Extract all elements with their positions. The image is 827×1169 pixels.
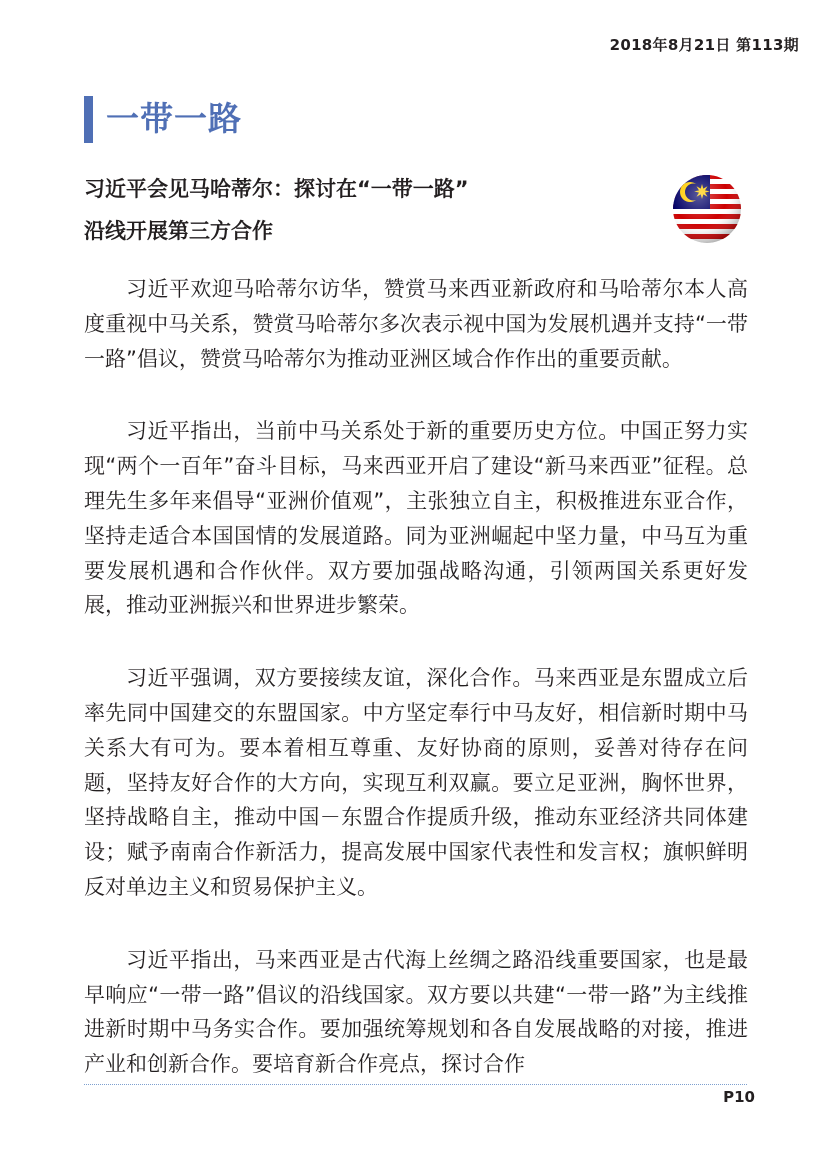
headline-line-1: 习近平会见马哈蒂尔：探讨在“一带一路” xyxy=(84,177,469,201)
malaysia-flag-ball-icon xyxy=(672,174,742,244)
page-number: P10 xyxy=(723,1088,755,1106)
paragraph-3: 习近平强调，双方要接续友谊，深化合作。马来西亚是东盟成立后率先同中国建交的东盟国家。中方坚定奉行中马友好，相信新时期中马关系大有可为。要本着相互尊重、友好协商的原则，妥善对待存在问题，坚持友好合作的大方向，实现互利双赢。要立足亚洲，胸怀世界，坚持战略自主，推动中国－东盟合作提质升级，推动东亚经济共同体建设；赋予南南合作新活力，提高发展中国家代表性和发言权；旗帜鲜明反对单边主义和贸易保护主义。 xyxy=(84,666,748,899)
paragraph-4: 习近平指出，马来西亚是古代海上丝绸之路沿线重要国家，也是最早响应“一带一路”倡议的沿线国家。双方要以共建“一带一路”为主线推进新时期中马务实合作。要加强统筹规划和各自发展战略的对接，推进产业和创新合作。要培育新合作亮点，探讨合作 xyxy=(84,947,748,1077)
footer-divider xyxy=(84,1084,747,1085)
paragraph-2: 习近平指出，当前中马关系处于新的重要历史方位。中国正努力实现“两个一百年”奋斗目标，马来西亚开启了建设“新马来西亚”征程。总理先生多年来倡导“亚洲价值观”，主张独立自主，积极推进东亚合作，坚持走适合本国国情的发展道路。同为亚洲崛起中坚力量，中马互为重要发展机遇和合作伙伴。双方要加强战略沟通，引领两国关系更好发展，推动亚洲振兴和世界进步繁荣。 xyxy=(84,419,748,618)
article-body xyxy=(84,272,748,1120)
headline-line-2: 沿线开展第三方合作 xyxy=(84,219,273,243)
article-headline xyxy=(84,168,644,252)
section-title: 一带一路 xyxy=(106,99,242,138)
section-accent-bar xyxy=(84,96,93,143)
paragraph-1: 习近平欢迎马哈蒂尔访华，赞赏马来西亚新政府和马哈蒂尔本人高度重视中马关系，赞赏马哈蒂尔多次表示视中国为发展机遇并支持“一带一路”倡议，赞赏马哈蒂尔为推动亚洲区域合作作出的重要贡献。 xyxy=(84,277,748,371)
issue-date: 2018年8月21日 第113期 xyxy=(609,36,799,54)
